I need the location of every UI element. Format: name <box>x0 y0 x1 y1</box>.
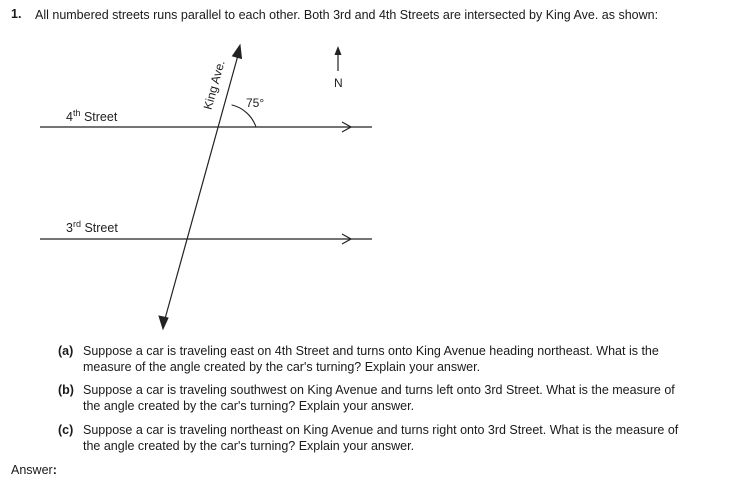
question-number: 1. <box>11 7 22 21</box>
part-b-text: Suppose a car is traveling southwest on King Avenue and turns left onto 3rd Street. What is the measure of the angle created by the car's turning? Explain your answer. <box>83 383 675 413</box>
answer-prompt <box>11 463 57 477</box>
north-arrow-head <box>335 46 342 55</box>
fourth-street-word: Street <box>80 110 118 124</box>
part-a-text: Suppose a car is traveling east on 4th Street and turns onto King Avenue heading northeast. What is the measure of the angle created by the car's turning? Explain your answer. <box>83 344 659 374</box>
part-c-text: Suppose a car is traveling northeast on King Avenue and turns right onto 3rd Street. What is the measure of the angle created by the car's turning? Explain your answer. <box>83 423 679 453</box>
king-ave-line <box>163 48 240 326</box>
third-street-suffix-sup: rd <box>72 219 81 229</box>
third-street-label <box>66 219 118 235</box>
third-street-number: 3 <box>66 221 73 235</box>
third-street-word: Street <box>80 221 118 235</box>
answer-colon: : <box>52 463 57 477</box>
part-b-label: (b) <box>58 383 74 397</box>
fourth-street-number: 4 <box>66 110 73 124</box>
fourth-street-suffix-sup: th <box>72 108 81 118</box>
fourth-street-label <box>66 108 118 124</box>
part-c-label: (c) <box>58 423 74 437</box>
king-ave-arrowhead-bottom <box>159 316 168 329</box>
king-ave-arrowhead-top <box>233 45 242 59</box>
king-ave-label: King Ave. <box>200 58 228 112</box>
north-label: N <box>334 76 343 90</box>
question-stem: All numbered streets runs parallel to each other. Both 3rd and 4th Streets are intersected by King Ave. as shown: <box>35 8 659 22</box>
answer-label: Answer <box>11 463 53 477</box>
angle-label: 75° <box>246 96 265 110</box>
part-a-label: (a) <box>58 344 74 358</box>
